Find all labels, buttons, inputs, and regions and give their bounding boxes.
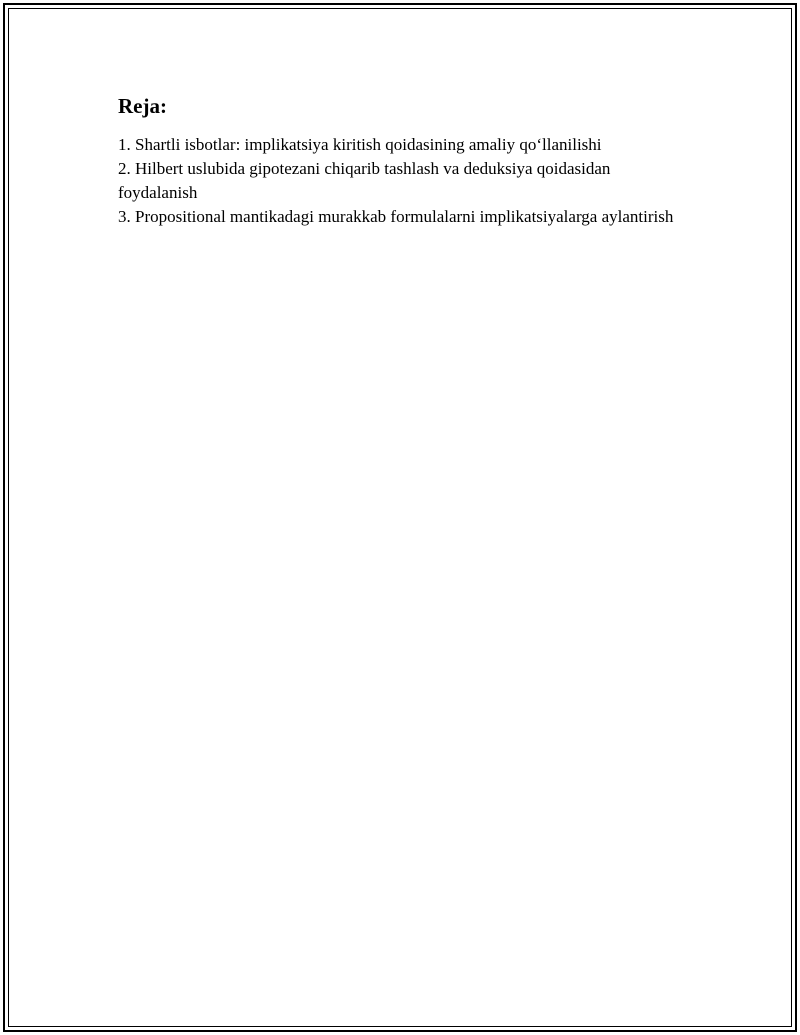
page-content (118, 92, 678, 229)
plan-list (118, 133, 678, 229)
plan-item-1: 1. Shartli isbotlar: implikatsiya kiritish qoidasining amaliy qo‘llanilishi (118, 135, 602, 154)
plan-item-3: 3. Propositional mantikadagi murakkab formulalarni implikatsiyalarga aylantirish (118, 207, 674, 226)
plan-item-2: 2. Hilbert uslubida gipotezani chiqarib tashlash va deduksiya qoidasidan foydalanish (118, 159, 611, 202)
plan-heading: Reja: (118, 94, 167, 118)
